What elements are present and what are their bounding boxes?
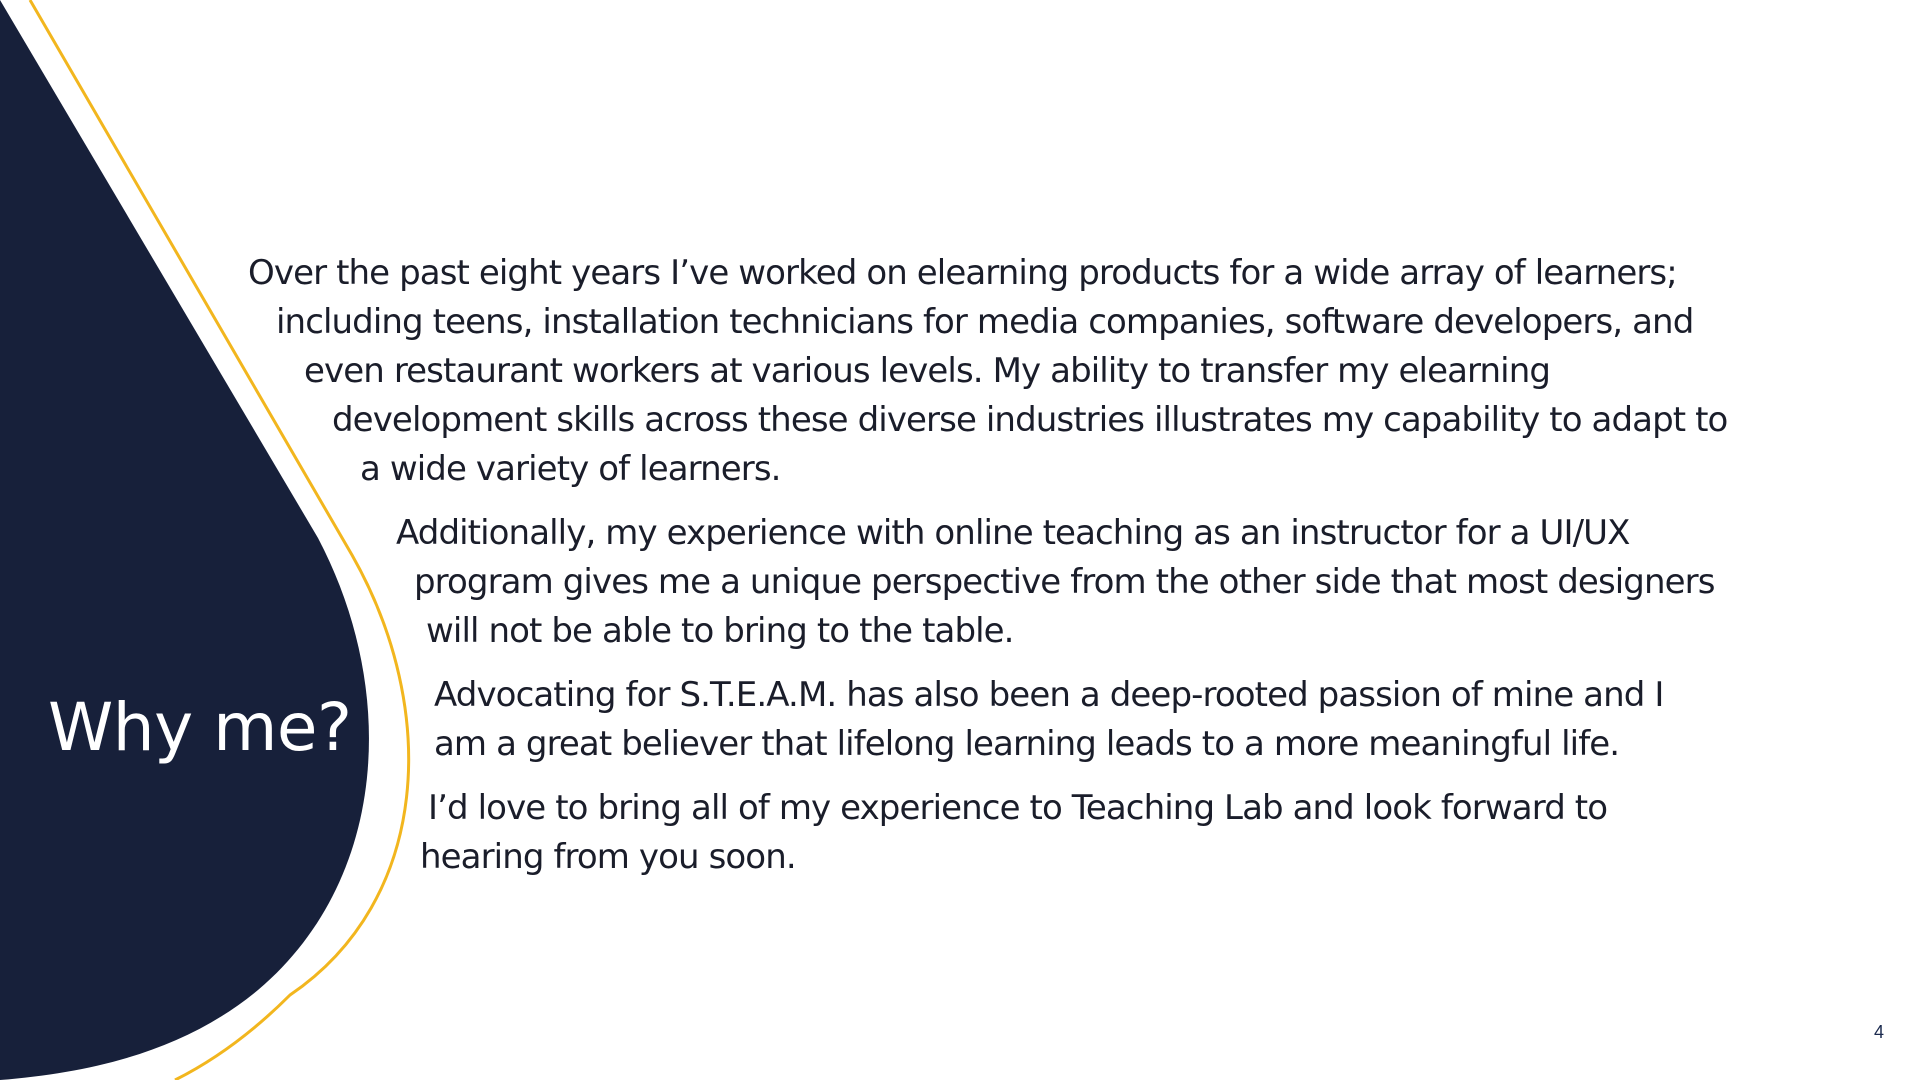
paragraph-2-line-3: will not be able to bring to the table. (426, 611, 1014, 651)
page-number: 4 (1873, 1022, 1884, 1042)
paragraph-1-line-3: even restaurant workers at various levels. My ability to transfer my elearning (304, 351, 1551, 391)
paragraph-3-line-2: am a great believer that lifelong learning leads to a more meaningful life. (434, 724, 1620, 764)
paragraph-1-line-4: development skills across these diverse industries illustrates my capability to adapt to (332, 400, 1728, 440)
paragraph-2-line-2: program gives me a unique perspective from the other side that most designers (414, 562, 1715, 602)
slide-title: Why me? (48, 689, 352, 766)
navy-panel (0, 0, 369, 1080)
paragraph-1-line-2: including teens, installation technicians for media companies, software developers, and (276, 302, 1694, 342)
paragraph-2-line-1: Additionally, my experience with online teaching as an instructor for a UI/UX (396, 513, 1630, 553)
paragraph-1-line-1: Over the past eight years I’ve worked on elearning products for a wide array of learners; (248, 253, 1677, 293)
paragraph-1-line-5: a wide variety of learners. (360, 449, 781, 489)
paragraph-3-line-1: Advocating for S.T.E.A.M. has also been a deep-rooted passion of mine and I (434, 675, 1664, 715)
paragraph-4-line-2: hearing from you soon. (420, 837, 796, 877)
paragraph-4-line-1: I’d love to bring all of my experience to Teaching Lab and look forward to (428, 788, 1608, 828)
